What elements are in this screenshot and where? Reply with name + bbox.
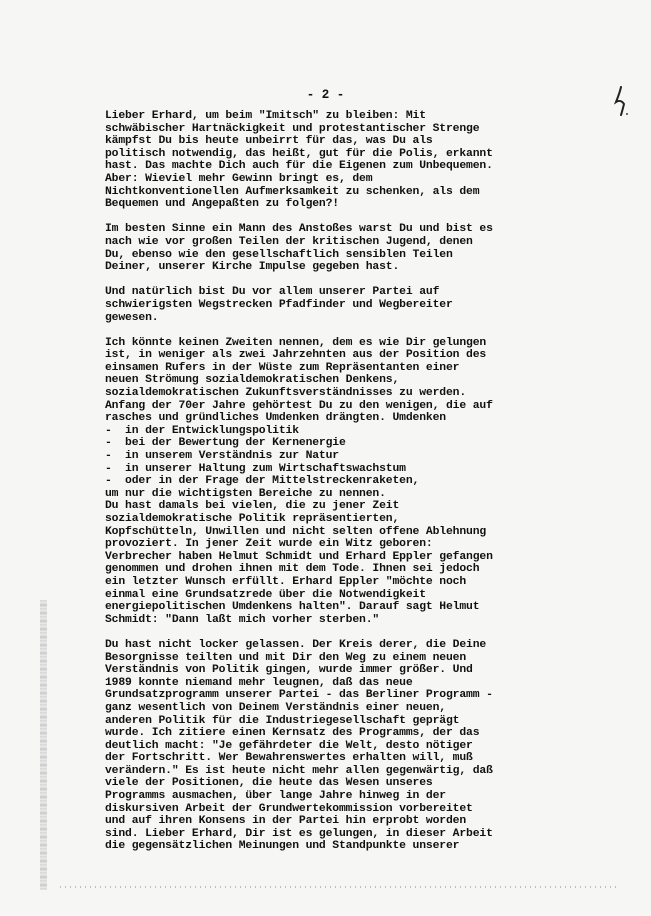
text-line: Verständnis von Politik gingen, wurde immer größer. Und [105,664,473,677]
text-line: sozialdemokratische Politik repräsentierten, [105,513,400,525]
text-line: - in der Entwicklungspolitik [105,424,299,437]
text-line: schwäbischer Hartnäckigkeit und protestantischer Strenge [105,122,480,135]
text-line: Grundsatzprogramm unserer Partei - das Berliner Programm - [105,689,493,702]
text-line: verändern." Es ist heute nicht mehr allen gegenwärtig, daß [105,764,493,777]
text-line: sind. Lieber Erhard, Dir ist es gelungen, in dieser Arbeit [105,827,493,840]
text-line: sozialdemokratischen Zukunftsverständnisses zu werden. [105,387,467,400]
paragraph [105,223,535,273]
paragraph [105,110,535,211]
text-line: neuen Strömung sozialdemokratischen Denkens, [105,374,400,387]
text-line: Bequemen und Angepaßten zu folgen?! [105,198,339,211]
text-line: hast. Das machte Dich auch für die Eigenen zum Unbequemen. [105,160,493,173]
text-line: gewesen. [105,311,159,324]
text-line: genommen und drohen ihnen mit dem Tode. Ihnen sei jedoch [105,563,480,576]
text-line: Verbrecher haben Helmut Schmidt und Erhard Eppler gefangen [105,550,493,563]
text-line: provoziert. In jener Zeit wurde ein Witz geboren: [105,538,433,551]
text-line: Besorgnisse teilten und mit Dir den Weg zu einem neuen [105,651,467,664]
text-line: politisch notwendig, das heißt, gut für die Polis, erkannt [105,147,493,160]
body-text [105,110,535,866]
text-line: kämpfst Du bis heute unbeirrt für das, was Du als [105,135,433,148]
text-line: ein letzter Wunsch erfüllt. Erhard Eppler "möchte noch [105,575,467,588]
text-line: deutlich macht: "Je gefährdeter die Welt, desto nötiger [105,739,473,752]
text-line: ist, in weniger als zwei Jahrzehnten aus der Position des [105,349,487,362]
scan-bottom-dots [60,886,620,888]
scan-edge-artifact [40,600,47,890]
text-line: - in unserem Verständnis zur Natur [105,450,339,463]
text-line: anderen Politik für die Industriegesellschaft geprägt [105,714,460,727]
text-line: schwierigsten Wegstrecken Pfadfinder und Wegbereiter [105,298,453,311]
text-line: um nur die wichtigsten Bereiche zu nennen. [105,487,386,500]
text-line: Du hast nicht locker gelassen. Der Kreis derer, die Deine [105,638,487,651]
text-line: Im besten Sinne ein Mann des Anstoßes warst Du und bist es [105,223,493,236]
text-line: einsamen Rufers in der Wüste zum Repräsentanten einer [105,361,460,374]
text-line: - oder in der Frage der Mittelstreckenraketen, [105,475,420,488]
text-line: Und natürlich bist Du vor allem unserer Partei auf [105,286,440,299]
text-line: rasches und gründliches Umdenken drängten. Umdenken [105,412,446,425]
text-line: wurde. Ich zitiere einen Kernsatz des Programms, der das [105,727,480,740]
text-line: und auf ihren Konsens in der Partei hin erprobt worden [105,815,467,828]
text-line: Kopfschütteln, Unwillen und nicht selten offene Ablehnung [105,525,487,538]
text-line: Schmidt: "Dann laßt mich vorher sterben." [105,613,380,626]
text-line: - in unserer Haltung zum Wirtschaftswachstum [105,462,406,475]
paragraph [105,639,535,853]
text-line: diskursiven Arbeit der Grundwertekommission vorbereitet [105,802,473,815]
text-line: Ich könnte keinen Zweiten nennen, dem es wie Dir gelungen [105,336,487,349]
text-line: ganz wesentlich von Deinem Verständnis einer neuen, [105,701,446,714]
text-line: - bei der Bewertung der Kernenergie [105,437,346,450]
page-number: - 2 - [306,88,345,102]
text-line: Nichtkonventionellen Aufmerksamkeit zu schenken, als dem [105,185,480,198]
text-line: energiepolitischen Umdenkens halten". Darauf sagt Helmut [105,601,480,614]
text-line: Lieber Erhard, um beim "Imitsch" zu bleiben: Mit [105,110,426,122]
paragraph [105,286,535,324]
text-line: 1989 konnte niemand mehr leugnen, daß das neue [105,676,413,689]
paragraph [105,337,535,627]
text-line: einmal eine Grundsatzrede über die Notwendigkeit [105,588,426,601]
text-line: Aber: Wieviel mehr Gewinn bringt es, dem [105,172,373,185]
text-line: Programms ausmachen, über lange Jahre hinweg in der [105,790,446,803]
text-line: Deiner, unserer Kirche Impulse gegeben hast. [105,261,400,274]
text-line: Anfang der 70er Jahre gehörtest Du zu den wenigen, die auf [105,399,493,412]
text-line: Du hast damals bei vielen, die zu jener Zeit [105,500,400,513]
text-line: der Fortschritt. Wer Bewahrenswertes erhalten will, muß [105,752,473,765]
text-line: die gegensätzlichen Meinungen und Standpunkte unserer [105,840,460,853]
text-line: Du, ebenso wie den gesellschaftlich sensiblen Teilen [105,248,453,261]
text-line: viele der Positionen, die heute das Wesen unseres [105,777,433,790]
text-line: nach wie vor großen Teilen der kritischen Jugend, denen [105,235,473,248]
